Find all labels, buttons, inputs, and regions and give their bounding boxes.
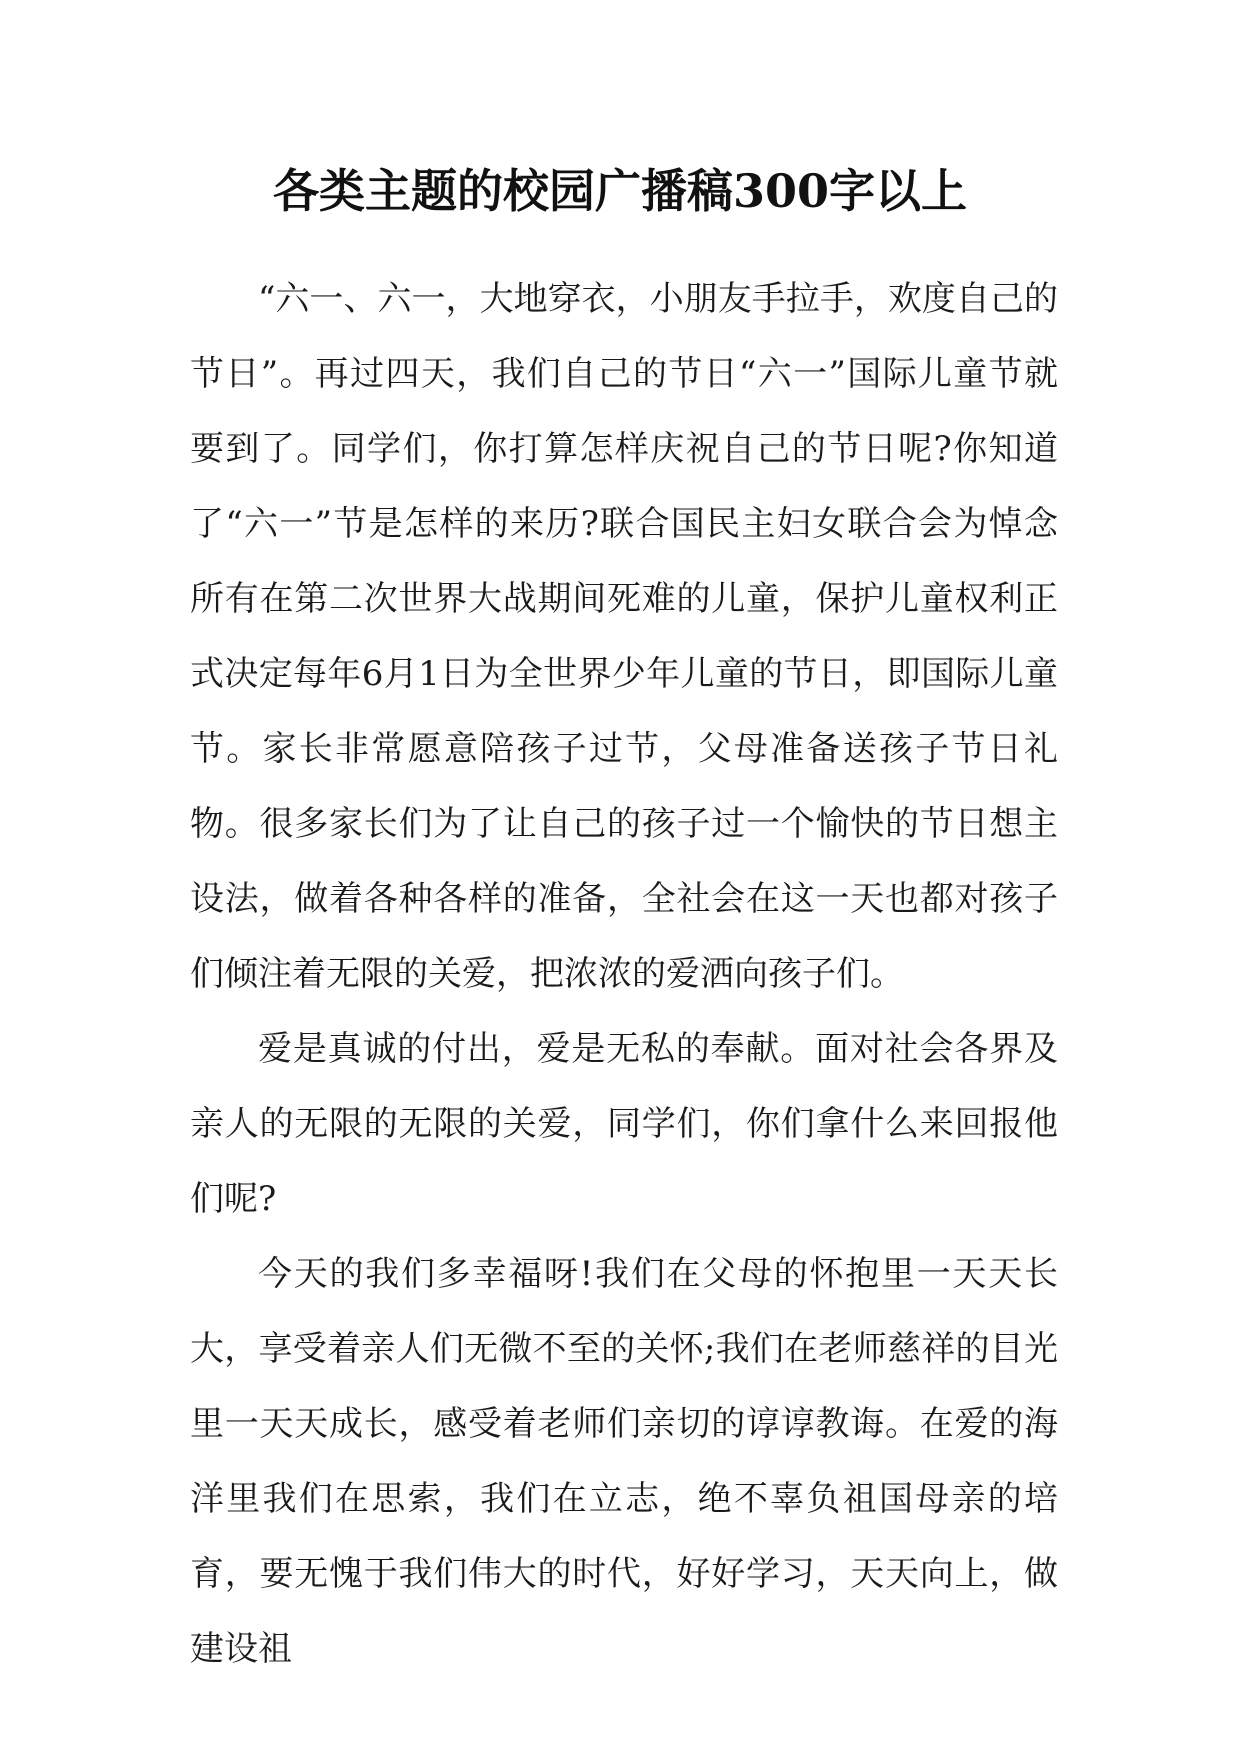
document-title: 各类主题的校园广播稿300字以上 [272, 164, 968, 218]
document-body [190, 262, 1058, 1687]
paragraph-1: “六一、六一，大地穿衣，小朋友手拉手，欢度自己的节日”。再过四天，我们自己的节日“六一”国际儿童节就要到了。同学们，你打算怎样庆祝自己的节日呢?你知道了“六一”节是怎样的来历?联合国民主妇女联合会为悼念所有在第二次世界大战期间死难的儿童，保护儿童权利正式决定每年6月1日为全世界少年儿童的节日，即国际儿童节。家长非常愿意陪孩子过节，父母准备送孩子节日礼物。很多家长们为了让自己的孩子过一个愉快的节日想主设法，做着各种各样的准备，全社会在这一天也都对孩子们倾注着无限的关爱，把浓浓的爱洒向孩子们。 [190, 279, 1058, 994]
paragraph-2: 爱是真诚的付出，爱是无私的奉献。面对社会各界及亲人的无限的无限的关爱，同学们，你们拿什么来回报他们呢? [190, 1029, 1058, 1219]
paragraph-3: 今天的我们多幸福呀!我们在父母的怀抱里一天天长大，享受着亲人们无微不至的关怀;我们在老师慈祥的目光里一天天成长，感受着老师们亲切的谆谆教诲。在爱的海洋里我们在思索，我们在立志，绝不辜负祖国母亲的培育，要无愧于我们伟大的时代，好好学习，天天向上，做建设祖 [190, 1254, 1059, 1669]
